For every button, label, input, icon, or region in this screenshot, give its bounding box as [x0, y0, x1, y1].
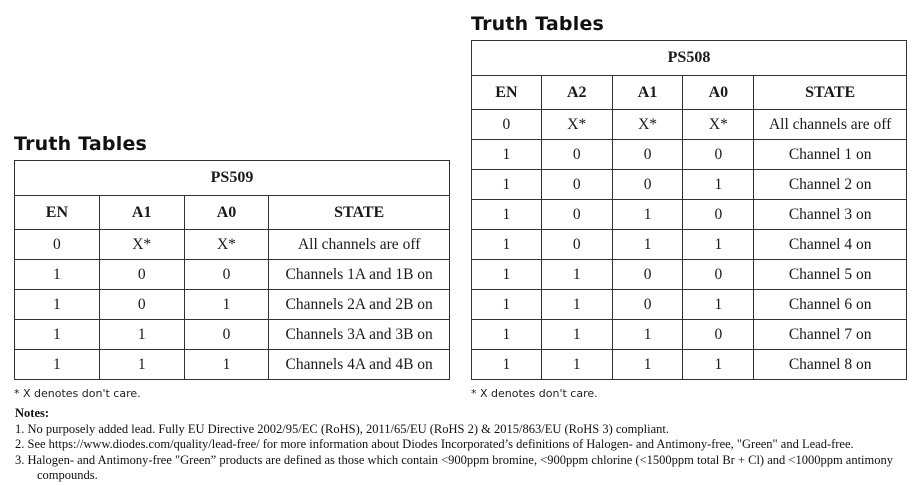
table-cell: Channel 5 on: [754, 260, 907, 290]
table-row: [472, 140, 907, 170]
table-row: [472, 170, 907, 200]
table-cell: 1: [683, 170, 754, 200]
table-cell: 1: [541, 260, 612, 290]
table-cell: All channels are off: [269, 230, 450, 260]
column-header-a0: A0: [683, 76, 754, 110]
column-header-a0: A0: [184, 196, 269, 230]
table-cell: 1: [15, 260, 100, 290]
table-cell: 0: [184, 320, 269, 350]
table-cell: 1: [472, 170, 542, 200]
table-cell: Channel 7 on: [754, 320, 907, 350]
table-cell: 1: [472, 230, 542, 260]
table-row: [15, 350, 450, 380]
table-cell: 1: [472, 290, 542, 320]
table-row: [472, 320, 907, 350]
table-cell: Channel 3 on: [754, 200, 907, 230]
table-cell: 0: [541, 140, 612, 170]
table-cell: Channels 2A and 2B on: [269, 290, 450, 320]
ps508-footnote: * X denotes don't care.: [471, 387, 598, 400]
ps508-truth-table: [471, 40, 907, 380]
table-cell: 1: [612, 200, 683, 230]
table-cell: 0: [541, 200, 612, 230]
table-cell: 1: [612, 230, 683, 260]
table-cell: 0: [99, 260, 184, 290]
table-cell: 1: [612, 320, 683, 350]
ps509-device-header: PS509: [15, 161, 450, 196]
table-cell: X*: [541, 110, 612, 140]
table-cell: 0: [612, 290, 683, 320]
table-cell: X*: [184, 230, 269, 260]
column-header-a2: A2: [541, 76, 612, 110]
table-cell: 1: [472, 200, 542, 230]
table-cell: 1: [612, 350, 683, 380]
table-cell: 1: [472, 140, 542, 170]
table-cell: 0: [541, 230, 612, 260]
table-cell: 0: [15, 230, 100, 260]
table-cell: Channels 3A and 3B on: [269, 320, 450, 350]
ps509-section-heading: Truth Tables: [14, 133, 148, 155]
table-cell: 0: [683, 260, 754, 290]
table-cell: 0: [683, 320, 754, 350]
table-cell: 0: [99, 290, 184, 320]
table-cell: 1: [472, 320, 542, 350]
table-cell: Channel 6 on: [754, 290, 907, 320]
column-header-a1: A1: [99, 196, 184, 230]
ps508-device-header: PS508: [472, 41, 907, 76]
table-cell: 1: [541, 320, 612, 350]
table-cell: 1: [15, 290, 100, 320]
table-cell: 1: [683, 230, 754, 260]
table-cell: 1: [472, 350, 542, 380]
table-row: [15, 230, 450, 260]
table-cell: 1: [184, 290, 269, 320]
table-cell: 0: [612, 170, 683, 200]
table-cell: 1: [15, 320, 100, 350]
table-cell: 0: [683, 200, 754, 230]
ps509-footnote: * X denotes don't care.: [14, 387, 141, 400]
table-cell: 0: [683, 140, 754, 170]
note-1: 1. No purposely added lead. Fully EU Directive 2002/95/EC (RoHS), 2011/65/EU (RoHS 2) & 2015/863/EU (RoHS 3) compliant.: [15, 421, 669, 436]
note-3: 3. Halogen- and Antimony-free "Green” products are defined as those which contain <900ppm bromine, <900ppm chlorine (<1500ppm total Br + Cl) and <1000ppm antimony compounds.: [15, 452, 894, 482]
table-cell: 0: [541, 170, 612, 200]
column-header-en: EN: [472, 76, 542, 110]
table-cell: 1: [99, 350, 184, 380]
ps509-truth-table: [14, 160, 450, 380]
notes-title: Notes:: [15, 406, 50, 420]
table-cell: 1: [683, 350, 754, 380]
table-row: [15, 320, 450, 350]
note-2: 2. See https://www.diodes.com/quality/lead-free/ for more information about Diodes Incorporated’s definitions of Halogen- and Antimony-free, "Green" and Lead-free.: [15, 437, 854, 451]
table-row: [472, 200, 907, 230]
table-row: [472, 350, 907, 380]
table-cell: 0: [612, 140, 683, 170]
table-cell: Channels 4A and 4B on: [269, 350, 450, 380]
table-row: [472, 110, 907, 140]
table-cell: 1: [541, 350, 612, 380]
table-cell: X*: [612, 110, 683, 140]
ps508-section-heading: Truth Tables: [471, 13, 605, 35]
table-cell: Channel 2 on: [754, 170, 907, 200]
table-row: [472, 230, 907, 260]
table-cell: 0: [472, 110, 542, 140]
table-cell: Channels 1A and 1B on: [269, 260, 450, 290]
table-row: [15, 260, 450, 290]
table-cell: 1: [99, 320, 184, 350]
table-cell: 1: [541, 290, 612, 320]
table-cell: 1: [15, 350, 100, 380]
notes-section: [15, 406, 910, 484]
table-cell: 1: [472, 260, 542, 290]
table-cell: Channel 4 on: [754, 230, 907, 260]
table-cell: 0: [184, 260, 269, 290]
column-header-state: STATE: [754, 76, 907, 110]
table-row: [472, 290, 907, 320]
table-cell: Channel 8 on: [754, 350, 907, 380]
table-cell: 1: [184, 350, 269, 380]
table-row: [472, 260, 907, 290]
column-header-state: STATE: [269, 196, 450, 230]
table-cell: 1: [683, 290, 754, 320]
table-row: [15, 290, 450, 320]
table-cell: All channels are off: [754, 110, 907, 140]
table-cell: Channel 1 on: [754, 140, 907, 170]
table-cell: X*: [99, 230, 184, 260]
column-header-en: EN: [15, 196, 100, 230]
column-header-a1: A1: [612, 76, 683, 110]
table-cell: X*: [683, 110, 754, 140]
table-cell: 0: [612, 260, 683, 290]
